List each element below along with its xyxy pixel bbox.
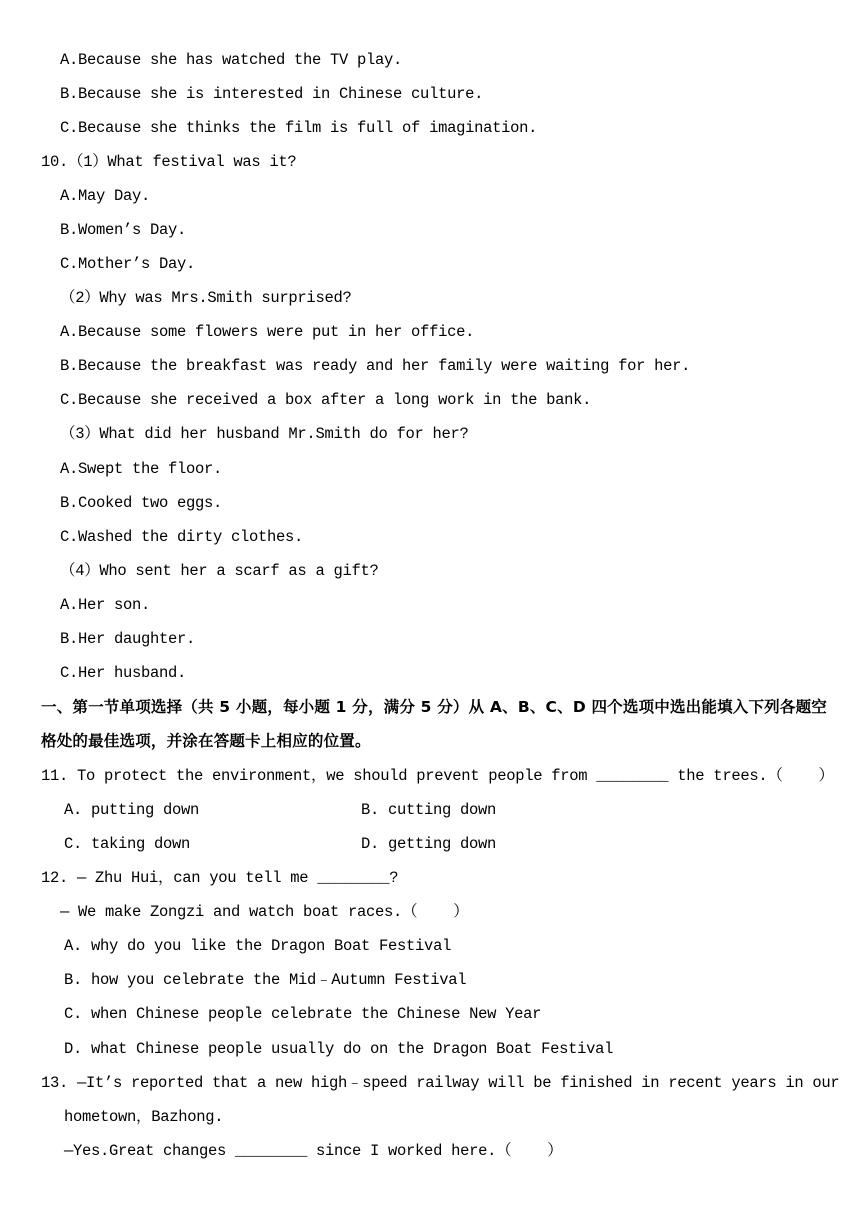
q10-part3-option-c: C.Washed the dirty clothes. — [60, 528, 304, 546]
q12-option-d: D. what Chinese people usually do on the Dragon Boat Festival — [64, 1040, 614, 1058]
q11-option-d: D. getting down — [361, 835, 497, 853]
q10-part3-option-a: A.Swept the floor. — [60, 460, 223, 478]
q10-part4-option-c: C.Her husband. — [60, 664, 187, 682]
q12-option-b: B. how you celebrate the Mid﹣Autumn Festival — [64, 971, 467, 989]
q10-part1-option-b: B.Women’s Day. — [60, 221, 187, 239]
q10-part1-question: 10.（1）What festival was it? — [41, 153, 297, 171]
q13-stem-line1: 13. —It’s reported that a new high﹣speed railway will be finished in recent years in our — [41, 1074, 840, 1092]
q9-option-c: C.Because she thinks the film is full of imagination. — [60, 119, 538, 137]
q10-part2-option-a: A.Because some flowers were put in her office. — [60, 323, 475, 341]
q10-part2-option-c: C.Because she received a box after a long work in the bank. — [60, 391, 592, 409]
q9-option-a: A.Because she has watched the TV play. — [60, 51, 403, 69]
q10-part1-option-a: A.May Day. — [60, 187, 151, 205]
q10-part3-option-b: B.Cooked two eggs. — [60, 494, 223, 512]
q13-stem-line2: hometown，Bazhong. — [64, 1108, 224, 1126]
q10-part1-option-c: C.Mother’s Day. — [60, 255, 196, 273]
q10-part3-question: （3）What did her husband Mr.Smith do for her? — [60, 425, 469, 443]
q11-option-c: C. taking down — [64, 835, 191, 853]
q10-part2-option-b: B.Because the breakfast was ready and her family were waiting for her. — [60, 357, 691, 375]
q11-option-b: B. cutting down — [361, 801, 497, 819]
q9-option-b: B.Because she is interested in Chinese culture. — [60, 85, 484, 103]
q11-option-a: A. putting down — [64, 801, 200, 819]
q12-option-c: C. when Chinese people celebrate the Chinese New Year — [64, 1005, 542, 1023]
q10-part2-question: （2）Why was Mrs.Smith surprised? — [60, 289, 352, 307]
q10-part4-question: （4）Who sent her a scarf as a gift? — [60, 562, 379, 580]
q10-part4-option-b: B.Her daughter. — [60, 630, 196, 648]
section-heading: 一、第一节单项选择（共 5 小题，每小题 1 分，满分 5 分）从 A、B、C、D 四个选项中选出能填入下列各题空格处的最佳选项，并涂在答题卡上相应的位置。 — [41, 698, 827, 750]
q11-stem: 11. To protect the environment，we should prevent people from ________ the trees.（ ） — [41, 767, 834, 785]
q10-part4-option-a: A.Her son. — [60, 596, 151, 614]
q13-reply: —Yes.Great changes ________ since I worked here.（ ） — [64, 1142, 563, 1160]
q12-stem: 12. — Zhu Hui，can you tell me ________? — [41, 869, 399, 887]
q12-option-a: A. why do you like the Dragon Boat Festival — [64, 937, 452, 955]
q12-reply: — We make Zongzi and watch boat races.（ ） — [60, 903, 469, 921]
